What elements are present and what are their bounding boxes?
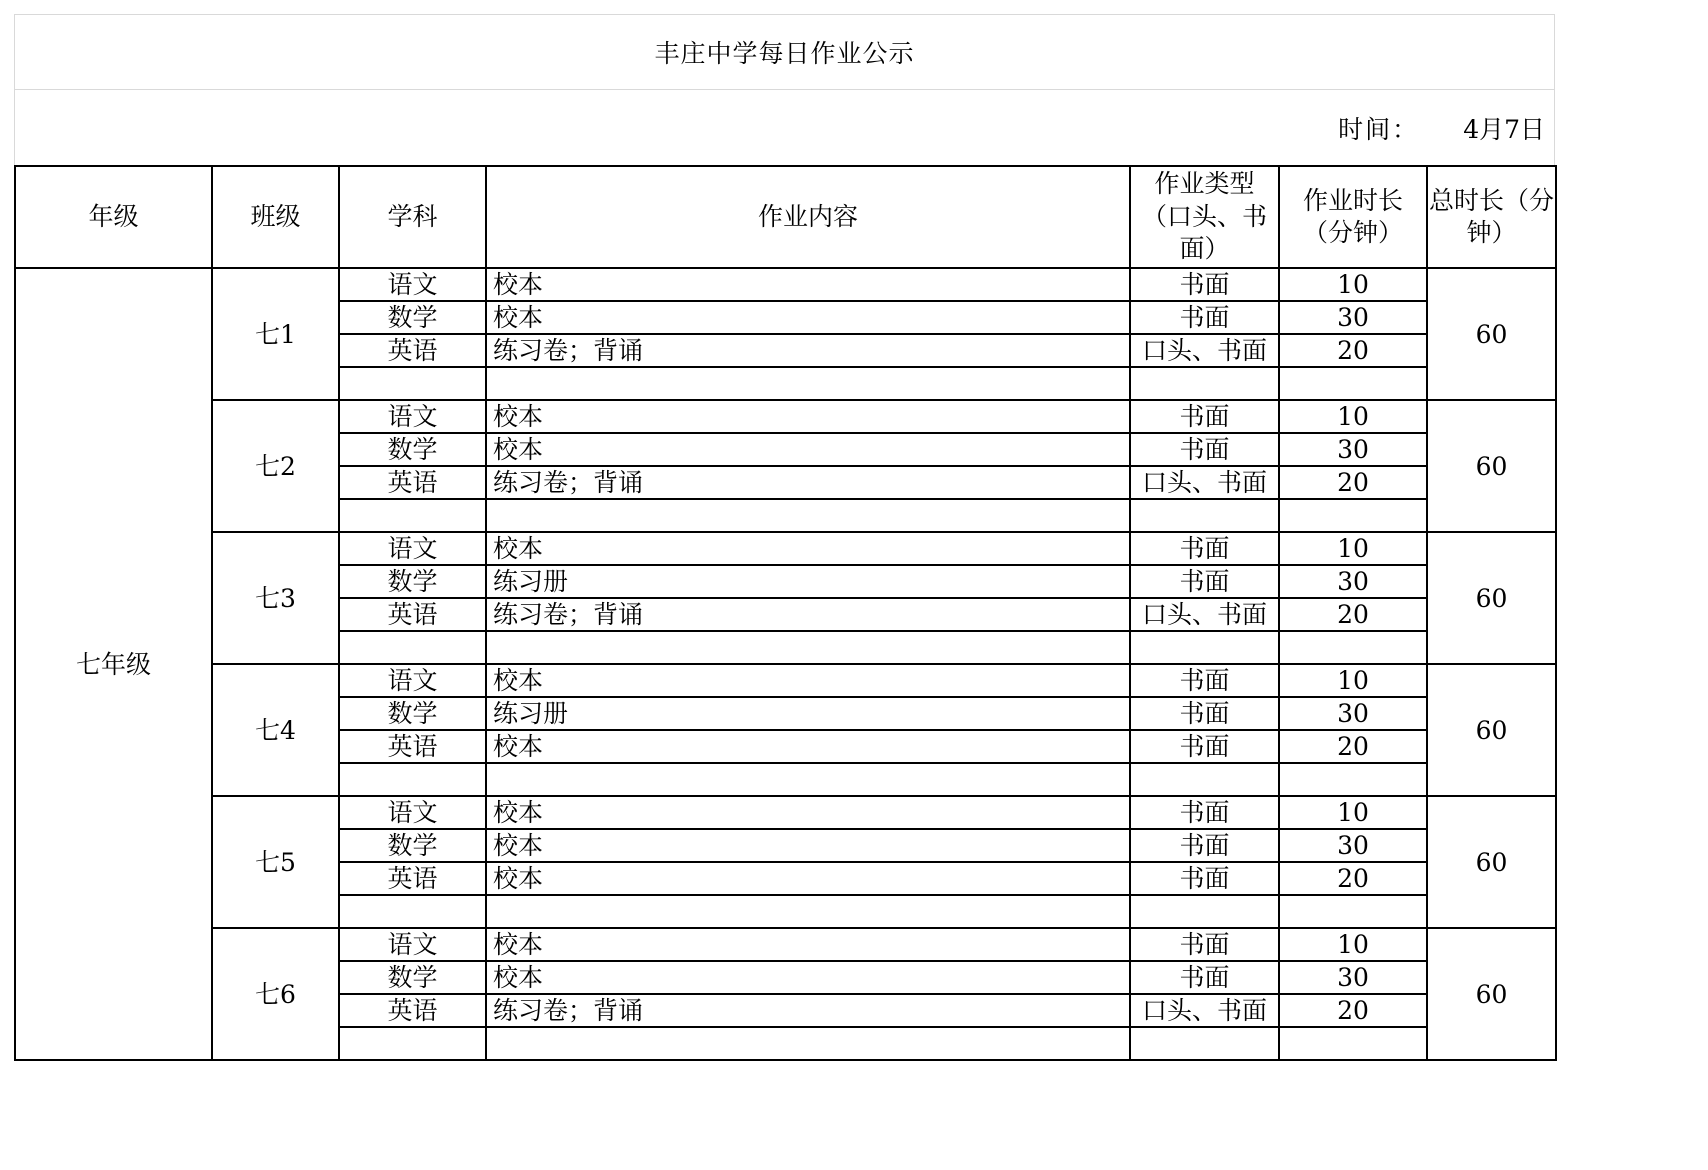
duration-cell: 20 xyxy=(1279,994,1427,1027)
content-cell xyxy=(486,763,1130,796)
subject-cell: 数学 xyxy=(339,697,486,730)
subject-cell xyxy=(339,895,486,928)
table-body xyxy=(15,268,1556,1060)
subject-cell xyxy=(339,763,486,796)
duration-cell: 10 xyxy=(1279,928,1427,961)
duration-cell: 30 xyxy=(1279,565,1427,598)
type-cell: 书面 xyxy=(1130,664,1279,697)
duration-cell: 30 xyxy=(1279,961,1427,994)
date-value: 4月7日 xyxy=(1463,114,1545,144)
page-title: 丰庄中学每日作业公示 xyxy=(14,14,1555,90)
duration-cell: 10 xyxy=(1279,268,1427,301)
subject-cell: 语文 xyxy=(339,664,486,697)
type-cell: 书面 xyxy=(1130,796,1279,829)
content-cell: 校本 xyxy=(486,433,1130,466)
duration-cell xyxy=(1279,895,1427,928)
header-type: 作业类型（口头、书面） xyxy=(1130,166,1279,268)
duration-cell xyxy=(1279,1027,1427,1060)
content-cell xyxy=(486,631,1130,664)
subject-cell: 数学 xyxy=(339,829,486,862)
class-cell: 七3 xyxy=(212,532,339,664)
content-cell: 校本 xyxy=(486,268,1130,301)
type-cell xyxy=(1130,367,1279,400)
header-subject: 学科 xyxy=(339,166,486,268)
subject-cell: 英语 xyxy=(339,466,486,499)
duration-cell: 10 xyxy=(1279,796,1427,829)
header-row xyxy=(15,166,1556,268)
table-row xyxy=(15,664,1556,697)
duration-cell: 30 xyxy=(1279,433,1427,466)
duration-cell xyxy=(1279,763,1427,796)
content-cell: 校本 xyxy=(486,829,1130,862)
header-content: 作业内容 xyxy=(486,166,1130,268)
total-cell: 60 xyxy=(1427,532,1556,664)
content-cell: 校本 xyxy=(486,862,1130,895)
duration-cell xyxy=(1279,631,1427,664)
header-duration: 作业时长（分钟） xyxy=(1279,166,1427,268)
grade-cell: 七年级 xyxy=(15,268,212,1060)
type-cell: 口头、书面 xyxy=(1130,598,1279,631)
total-cell: 60 xyxy=(1427,268,1556,400)
duration-cell: 10 xyxy=(1279,532,1427,565)
type-cell: 书面 xyxy=(1130,961,1279,994)
type-cell xyxy=(1130,631,1279,664)
subject-cell: 数学 xyxy=(339,433,486,466)
duration-cell: 20 xyxy=(1279,730,1427,763)
type-cell: 书面 xyxy=(1130,829,1279,862)
total-cell: 60 xyxy=(1427,664,1556,796)
subject-cell: 英语 xyxy=(339,598,486,631)
date-label: 时间： xyxy=(1338,114,1420,144)
total-cell: 60 xyxy=(1427,400,1556,532)
class-cell: 七2 xyxy=(212,400,339,532)
total-cell: 60 xyxy=(1427,796,1556,928)
content-cell: 练习册 xyxy=(486,565,1130,598)
type-cell: 书面 xyxy=(1130,928,1279,961)
subject-cell: 英语 xyxy=(339,730,486,763)
type-cell: 书面 xyxy=(1130,433,1279,466)
subject-cell: 语文 xyxy=(339,268,486,301)
duration-cell: 30 xyxy=(1279,829,1427,862)
subject-cell: 数学 xyxy=(339,301,486,334)
subject-cell: 语文 xyxy=(339,928,486,961)
duration-cell: 20 xyxy=(1279,466,1427,499)
type-cell: 口头、书面 xyxy=(1130,466,1279,499)
content-cell: 练习卷；背诵 xyxy=(486,466,1130,499)
subject-cell: 数学 xyxy=(339,961,486,994)
type-cell: 口头、书面 xyxy=(1130,334,1279,367)
content-cell xyxy=(486,367,1130,400)
type-cell: 书面 xyxy=(1130,268,1279,301)
class-cell: 七1 xyxy=(212,268,339,400)
duration-cell: 30 xyxy=(1279,697,1427,730)
subject-cell: 数学 xyxy=(339,565,486,598)
type-cell xyxy=(1130,895,1279,928)
duration-cell xyxy=(1279,499,1427,532)
type-cell: 书面 xyxy=(1130,301,1279,334)
duration-cell: 20 xyxy=(1279,598,1427,631)
content-cell: 校本 xyxy=(486,532,1130,565)
class-cell: 七4 xyxy=(212,664,339,796)
subject-cell: 英语 xyxy=(339,862,486,895)
content-cell: 校本 xyxy=(486,400,1130,433)
content-cell xyxy=(486,895,1130,928)
table-row xyxy=(15,796,1556,829)
class-cell: 七6 xyxy=(212,928,339,1060)
table-row xyxy=(15,532,1556,565)
table-row xyxy=(15,268,1556,301)
subject-cell: 语文 xyxy=(339,796,486,829)
subject-cell: 英语 xyxy=(339,994,486,1027)
duration-cell: 20 xyxy=(1279,334,1427,367)
duration-cell: 30 xyxy=(1279,301,1427,334)
content-cell: 练习卷；背诵 xyxy=(486,994,1130,1027)
type-cell: 书面 xyxy=(1130,532,1279,565)
duration-cell: 20 xyxy=(1279,862,1427,895)
content-cell xyxy=(486,1027,1130,1060)
type-cell: 书面 xyxy=(1130,730,1279,763)
type-cell xyxy=(1130,763,1279,796)
homework-table xyxy=(14,165,1557,1061)
content-cell: 练习册 xyxy=(486,697,1130,730)
duration-cell: 10 xyxy=(1279,400,1427,433)
class-cell: 七5 xyxy=(212,796,339,928)
type-cell xyxy=(1130,1027,1279,1060)
content-cell: 校本 xyxy=(486,730,1130,763)
subject-cell: 英语 xyxy=(339,334,486,367)
type-cell: 书面 xyxy=(1130,565,1279,598)
table-row xyxy=(15,400,1556,433)
header-total: 总时长（分钟） xyxy=(1427,166,1556,268)
table-row xyxy=(15,928,1556,961)
subject-cell: 语文 xyxy=(339,400,486,433)
content-cell xyxy=(486,499,1130,532)
type-cell: 口头、书面 xyxy=(1130,994,1279,1027)
content-cell: 练习卷；背诵 xyxy=(486,598,1130,631)
header-grade: 年级 xyxy=(15,166,212,268)
content-cell: 练习卷；背诵 xyxy=(486,334,1130,367)
duration-cell xyxy=(1279,367,1427,400)
duration-cell: 10 xyxy=(1279,664,1427,697)
subject-cell xyxy=(339,1027,486,1060)
type-cell: 书面 xyxy=(1130,400,1279,433)
content-cell: 校本 xyxy=(486,796,1130,829)
type-cell: 书面 xyxy=(1130,697,1279,730)
content-cell: 校本 xyxy=(486,928,1130,961)
content-cell: 校本 xyxy=(486,301,1130,334)
subject-cell xyxy=(339,631,486,664)
type-cell xyxy=(1130,499,1279,532)
subject-cell xyxy=(339,499,486,532)
content-cell: 校本 xyxy=(486,664,1130,697)
total-cell: 60 xyxy=(1427,928,1556,1060)
header-class: 班级 xyxy=(212,166,339,268)
type-cell: 书面 xyxy=(1130,862,1279,895)
content-cell: 校本 xyxy=(486,961,1130,994)
subject-cell xyxy=(339,367,486,400)
subject-cell: 语文 xyxy=(339,532,486,565)
date-row xyxy=(14,90,1555,165)
